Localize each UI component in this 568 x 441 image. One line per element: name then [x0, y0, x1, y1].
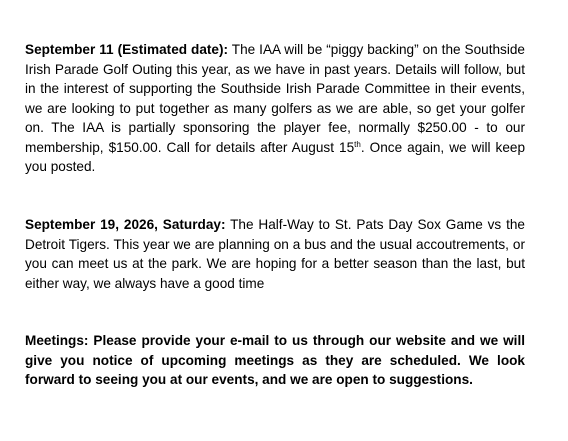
ordinal-suffix: th — [354, 139, 361, 149]
sox-game-paragraph — [25, 215, 525, 293]
meetings-paragraph: Meetings: Please provide your e-mail to us through our website and we will give you notice of upcoming meetings as they are scheduled. We look forward to seeing you at our events, and we are open to suggestions. — [25, 333, 525, 387]
golf-outing-date: September 11 (Estimated date): — [25, 42, 229, 57]
sox-game-date: September 19, 2026, Saturday: — [25, 217, 226, 232]
sox-game-text: The Half-Way to St. Pats Day Sox Game vs the Detroit Tigers. This year we are planning on a bus and the usual accoutrements, or you can meet us at the park. We are hoping for a better season than the last, but either way, we always have a good time — [25, 217, 525, 291]
golf-outing-paragraph — [25, 40, 525, 177]
golf-outing-text: The IAA will be “piggy backing” on the Southside Irish Parade Golf Outing this year, as we have in past years. Details will follow, but in the interest of supporting the Southside Irish Parade Committee in their events, we are looking to put together as many golfers as we are able, so get your golfer on. The IAA is partially sponsoring the player fee, normally $250.00 - to our membership, $150.00. Call for details after August 15 — [25, 42, 525, 155]
golf-outing-closing: . Once again, we will keep you posted. — [25, 139, 526, 174]
